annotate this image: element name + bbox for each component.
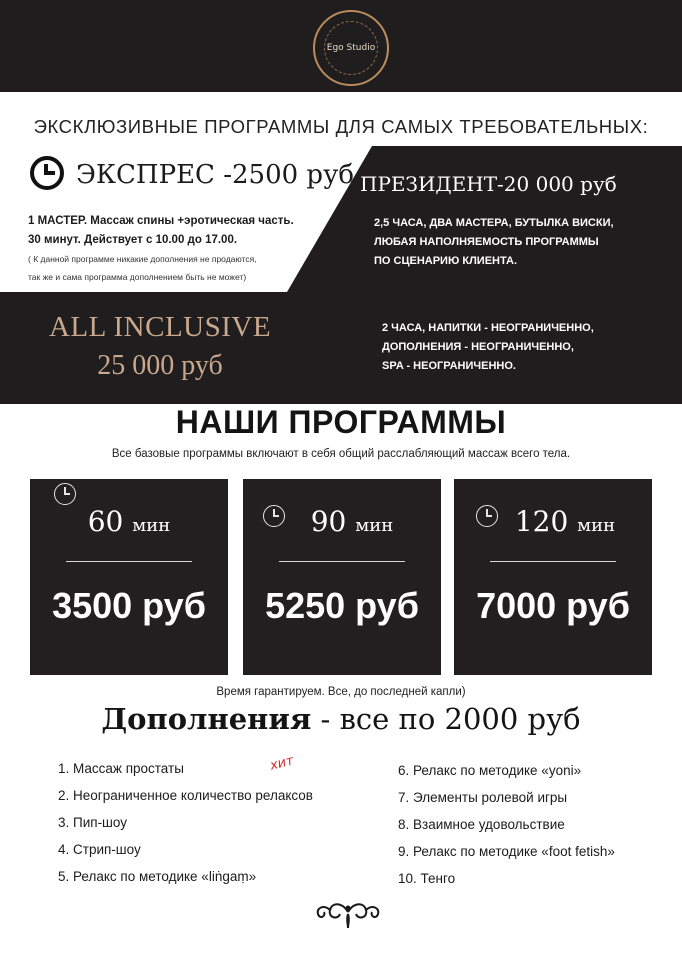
card-divider	[66, 561, 192, 562]
all-inclusive-desc-line: 2 ЧАСА, НАПИТКИ - НЕОГРАНИЧЕННО,	[382, 322, 594, 334]
clock-icon	[30, 156, 64, 190]
exclusive-programs-title: ЭКСКЛЮЗИВНЫЕ ПРОГРАММЫ ДЛЯ САМЫХ ТРЕБОВАТЕЛЬНЫХ:	[33, 116, 649, 137]
card-divider	[279, 561, 405, 562]
express-title: ЭКСПРЕС -2500 руб	[76, 160, 355, 190]
duration-value: 60	[87, 505, 124, 538]
list-item: 6. Релакс по методике «yoni»	[398, 763, 582, 778]
duration-value: 90	[310, 505, 347, 538]
hit-badge: хит	[268, 753, 296, 774]
ornament-icon	[312, 896, 384, 930]
president-title: ПРЕЗИДЕНТ-20 000 руб	[360, 172, 617, 196]
programs-title: НАШИ ПРОГРАММЫ	[175, 404, 507, 440]
duration-unit: мин	[577, 515, 616, 536]
program-price: 3500 руб	[52, 585, 206, 626]
card-divider	[490, 561, 616, 562]
program-card-120	[454, 479, 652, 675]
list-item: 8. Взаимное удовольствие	[398, 817, 565, 832]
addons-list-right	[398, 757, 615, 892]
list-item: 7. Элементы ролевой игры	[398, 790, 568, 805]
program-card-60	[30, 479, 228, 675]
program-card-90	[243, 479, 441, 675]
duration-unit: мин	[355, 515, 394, 536]
program-duration	[243, 505, 441, 538]
list-item: 10. Тенго	[398, 871, 456, 886]
guarantee-note: Время гарантируем. Все, до последней капли)	[216, 686, 466, 698]
program-duration	[30, 505, 228, 538]
list-item: 9. Релакс по методике «foot fetish»	[398, 844, 615, 859]
president-desc-line: 2,5 ЧАСА, ДВА МАСТЕРА, БУТЫЛКА ВИСКИ,	[374, 217, 614, 229]
list-item: 1. Массаж простаты	[58, 761, 184, 776]
president-desc-line: ЛЮБАЯ НАПОЛНЯЕМОСТЬ ПРОГРАММЫ	[374, 236, 599, 248]
all-inclusive-title: ALL INCLUSIVE	[48, 311, 272, 343]
list-item: 3. Пип-шоу	[58, 815, 127, 830]
all-inclusive-description	[382, 319, 594, 376]
addons-list-left	[58, 755, 313, 890]
program-price: 5250 руб	[265, 585, 419, 626]
all-inclusive-price: 25 000 руб	[97, 350, 223, 381]
duration-unit: мин	[132, 515, 171, 536]
addons-title	[0, 702, 682, 736]
programs-subtitle: Все базовые программы включают в себя общий расслабляющий массаж всего тела.	[111, 448, 571, 460]
ego-studio-logo	[313, 10, 389, 86]
express-note	[28, 250, 257, 286]
president-desc-line: ПО СЦЕНАРИЮ КЛИЕНТА.	[374, 255, 518, 267]
all-inclusive-desc-line: ДОПОЛНЕНИЯ - НЕОГРАНИЧЕННО,	[382, 341, 574, 353]
express-desc-line: 1 МАСТЕР. Массаж спины +эротическая часть.	[28, 215, 294, 227]
list-item: 2. Неограниченное количество релаксов	[58, 788, 313, 803]
header-band	[0, 0, 682, 92]
express-note-line: так же и сама программа дополнением быть не может)	[28, 272, 247, 282]
addons-title-main: Дополнения	[101, 702, 312, 736]
clock-icon	[54, 483, 76, 505]
duration-value: 120	[514, 505, 569, 538]
express-description	[28, 212, 294, 250]
program-price: 7000 руб	[476, 585, 630, 626]
list-item: 4. Стрип-шоу	[58, 842, 141, 857]
addons-title-price: - все по 2000 руб	[311, 702, 581, 736]
express-desc-line: 30 минут. Действует с 10.00 до 17.00.	[28, 234, 238, 246]
program-duration	[454, 505, 652, 538]
express-note-line: ( К данной программе никакие дополнения не продаются,	[28, 254, 257, 264]
logo-text: Ego Studio	[326, 43, 376, 53]
all-inclusive-desc-line: SPA - НЕОГРАНИЧЕННО.	[382, 360, 516, 372]
list-item: 5. Релакс по методике «liṅgaṃ»	[58, 869, 257, 884]
logo-wreath	[324, 21, 378, 75]
president-description	[374, 214, 614, 271]
